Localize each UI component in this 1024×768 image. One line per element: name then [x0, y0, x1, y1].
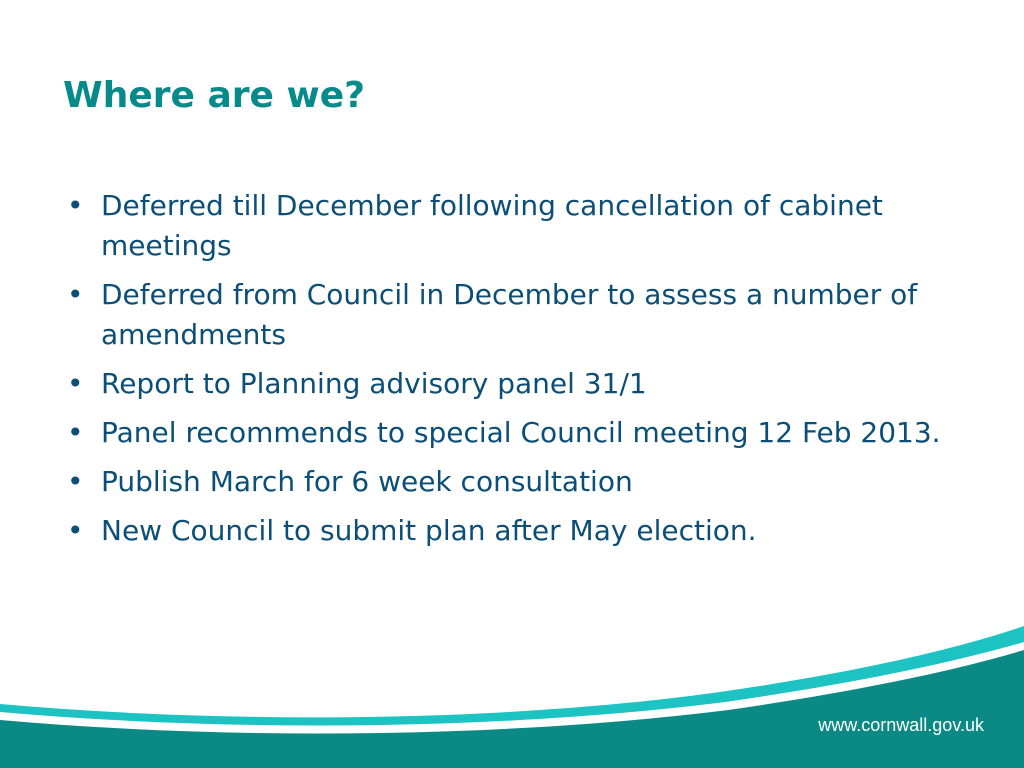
bullet-marker: •: [67, 465, 84, 498]
bullet-text: Deferred from Council in December to assess a number of amendments: [101, 278, 918, 351]
slide-title: Where are we?: [63, 75, 366, 116]
bullet-marker: •: [67, 416, 84, 449]
bullet-marker: •: [67, 367, 84, 400]
bullet-item: [63, 413, 963, 453]
bullet-marker: •: [67, 189, 84, 222]
bullet-item: [63, 511, 963, 551]
bullet-item: [63, 275, 963, 355]
bullet-marker: •: [67, 278, 84, 311]
bullet-item: [63, 364, 963, 404]
bullet-item: [63, 462, 963, 502]
bullet-marker: •: [67, 514, 84, 547]
bullet-list: [63, 186, 963, 560]
bullet-text: Deferred till December following cancellation of cabinet meetings: [101, 189, 883, 262]
bullet-item: [63, 186, 963, 266]
bullet-text: Panel recommends to special Council meeting 12 Feb 2013.: [101, 416, 941, 449]
footer-website-url: www.cornwall.gov.uk: [818, 715, 984, 735]
footer-wave-graphic: [0, 608, 1024, 768]
bullet-text: Report to Planning advisory panel 31/1: [101, 367, 647, 400]
bullet-text: Publish March for 6 week consultation: [101, 465, 633, 498]
bullet-text: New Council to submit plan after May election.: [101, 514, 757, 547]
